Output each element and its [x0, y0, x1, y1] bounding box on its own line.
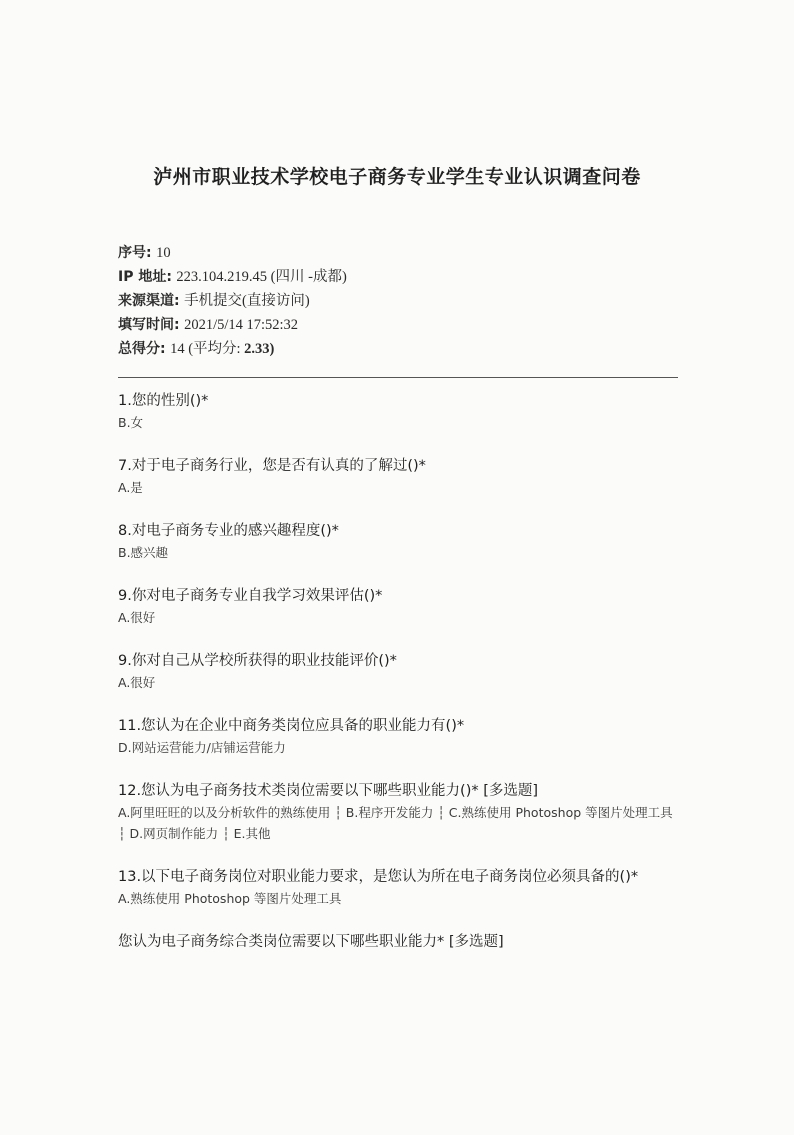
question-answer: A.熟练使用 Photoshop 等图片处理工具	[118, 891, 342, 906]
question-answer: A.是	[118, 480, 143, 495]
question-answer: B.感兴趣	[118, 545, 169, 560]
divider-line	[118, 377, 678, 378]
source-label: 来源渠道:	[118, 293, 180, 309]
question-text: 13.以下电子商务岗位对职业能力要求，是您认为所在电子商务岗位必须具备的()*	[118, 869, 639, 885]
question-item	[118, 651, 678, 693]
ip-label: IP 地址:	[118, 269, 172, 285]
question-text: 12.您认为电子商务技术类岗位需要以下哪些职业能力()* [多选题]	[118, 783, 539, 799]
question-text: 您认为电子商务综合类岗位需要以下哪些职业能力* [多选题]	[118, 934, 504, 950]
question-item	[118, 867, 678, 909]
serial-row	[118, 241, 347, 265]
question-item	[118, 391, 678, 433]
ip-value: 223.104.219.45 (四川 -成都)	[176, 269, 347, 285]
time-label: 填写时间:	[118, 317, 180, 333]
score-label: 总得分:	[118, 341, 166, 357]
score-value: 14 (平均分:	[170, 341, 245, 357]
time-value: 2021/5/14 17:52:32	[184, 317, 299, 333]
question-text: 11.您认为在企业中商务类岗位应具备的职业能力有()*	[118, 718, 465, 734]
serial-value: 10	[156, 245, 171, 261]
question-text: 1.您的性别()*	[118, 393, 209, 409]
response-meta	[118, 241, 347, 361]
question-answer: A.很好	[118, 610, 156, 625]
question-answer: B.女	[118, 415, 144, 430]
question-answer: D.网站运营能力/店铺运营能力	[118, 740, 286, 755]
question-text: 9.你对自己从学校所获得的职业技能评价()*	[118, 653, 397, 669]
time-row	[118, 313, 347, 337]
document-title: 泸州市职业技术学校电子商务专业学生专业认识调查问卷	[153, 166, 641, 188]
source-value: 手机提交(直接访问)	[184, 293, 310, 309]
source-row	[118, 289, 347, 313]
question-text: 7.对于电子商务行业，您是否有认真的了解过()*	[118, 458, 426, 474]
question-item	[118, 521, 678, 563]
question-list	[118, 391, 678, 976]
question-text: 9.你对电子商务专业自我学习效果评估()*	[118, 588, 383, 604]
question-answer: A.阿里旺旺的以及分析软件的熟练使用 ┆ B.程序开发能力 ┆ C.熟练使用 Photoshop 等图片处理工具 ┆ D.网页制作能力 ┆ E.其他	[118, 805, 673, 841]
question-item	[118, 716, 678, 758]
ip-row	[118, 265, 347, 289]
question-answer: A.很好	[118, 675, 156, 690]
question-item	[118, 456, 678, 498]
score-row	[118, 337, 347, 361]
question-item	[118, 932, 678, 953]
question-text: 8.对电子商务专业的感兴趣程度()*	[118, 523, 339, 539]
question-item	[118, 781, 678, 844]
question-item	[118, 586, 678, 628]
serial-label: 序号:	[118, 245, 152, 261]
score-average: 2.33)	[244, 341, 275, 357]
